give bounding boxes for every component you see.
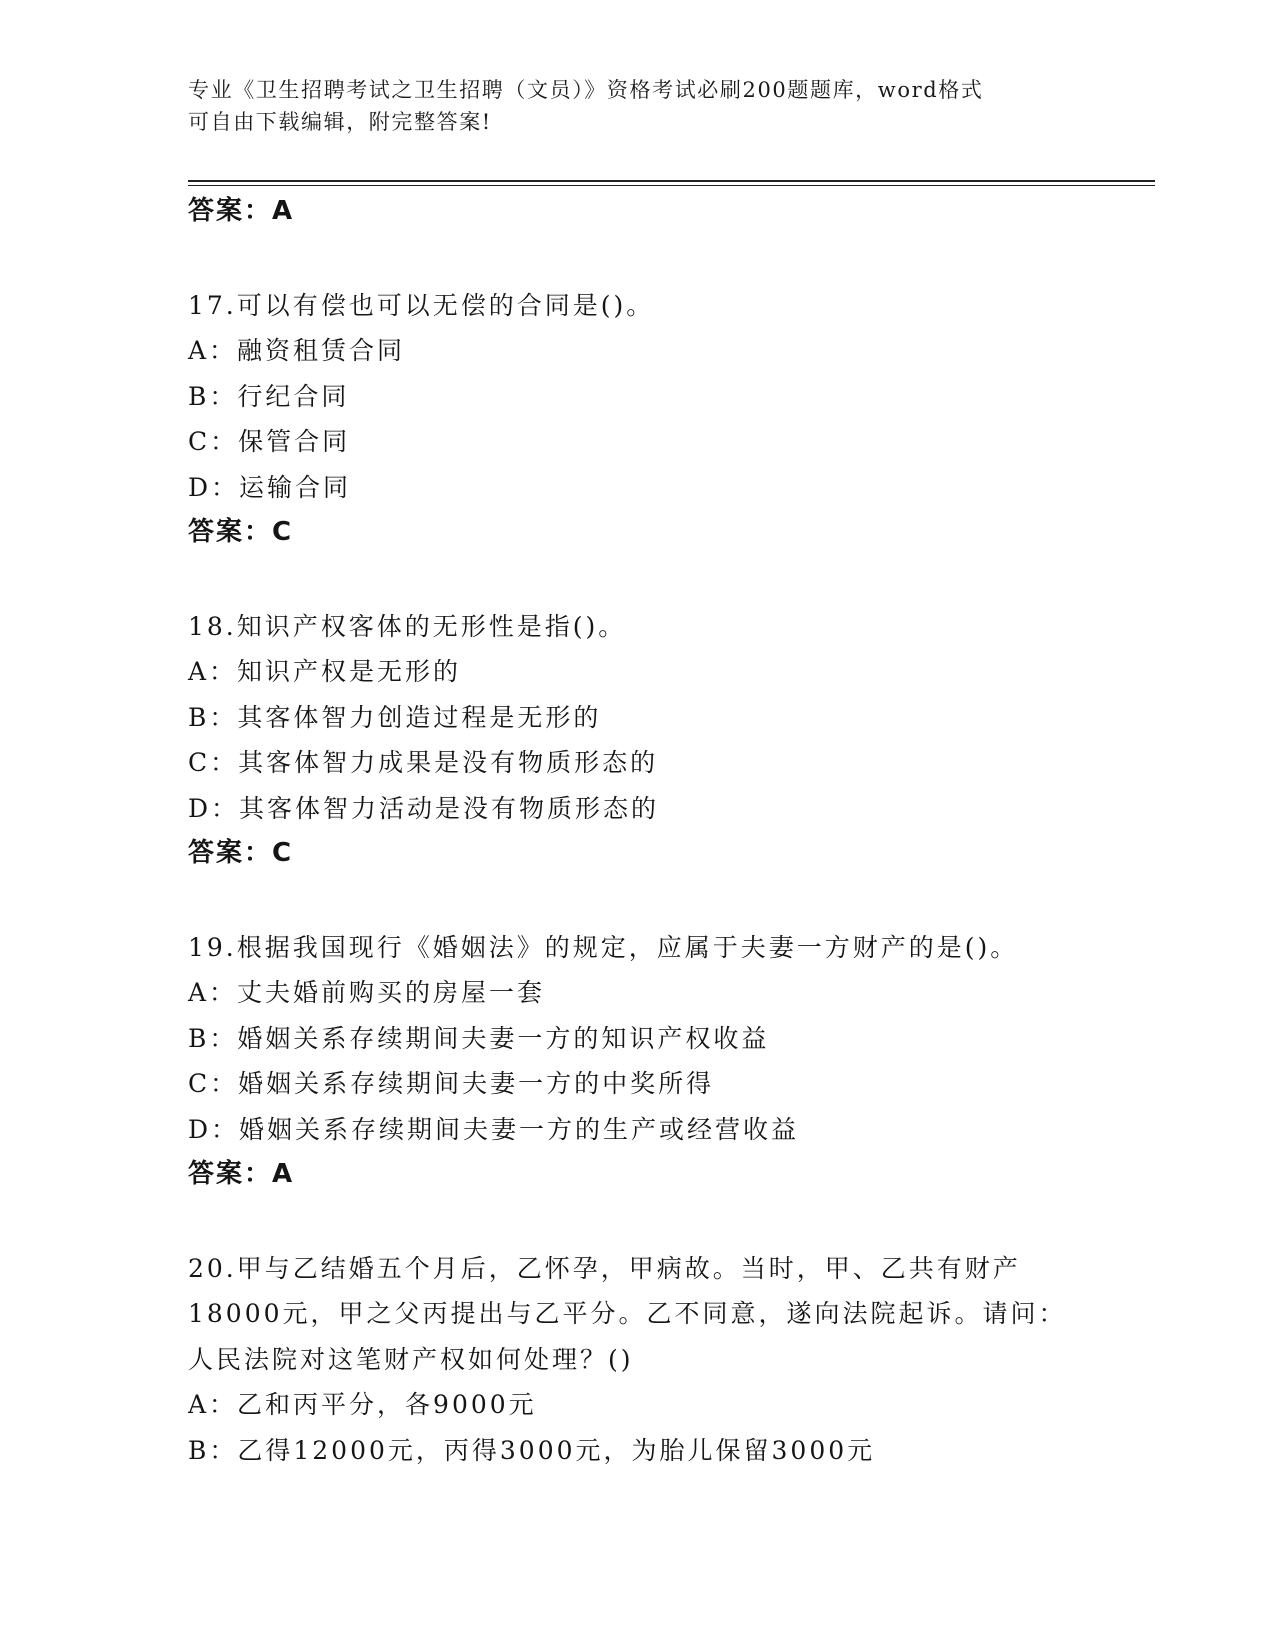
- option-a: A：融资租赁合同: [188, 336, 406, 365]
- option-b: B：乙得12000元，丙得3000元，为胎儿保留3000元: [188, 1435, 876, 1465]
- header-divider-thick: [188, 180, 1155, 182]
- answer: 答案：C: [188, 838, 294, 868]
- option-b: B：行纪合同: [188, 381, 350, 411]
- question-stem: 18.知识产权客体的无形性是指()。: [188, 611, 627, 641]
- spacer: [188, 556, 1148, 598]
- option-c: C：婚姻关系存续期间夫妻一方的中奖所得: [188, 1069, 715, 1098]
- option-a: A：乙和丙平分，各9000元: [188, 1390, 537, 1419]
- option-c: C：其客体智力成果是没有物质形态的: [188, 748, 659, 777]
- question-18: [188, 604, 1148, 877]
- question-stem: 19.根据我国现行《婚姻法》的规定，应属于夫妻一方财产的是()。: [188, 932, 1019, 962]
- option-b: B：婚姻关系存续期间夫妻一方的知识产权收益: [188, 1023, 770, 1053]
- question-stem-line-2: 18000元，甲之父丙提出与乙平分。乙不同意，遂向法院起诉。请问：: [188, 1299, 1067, 1328]
- spacer: [188, 1198, 1148, 1240]
- answer: 答案：A: [188, 1159, 295, 1189]
- option-c: C：保管合同: [188, 427, 351, 456]
- option-d: D：运输合同: [188, 472, 352, 502]
- question-stem-line-1: 20.甲与乙结婚五个月后，乙怀孕，甲病故。当时，甲、乙共有财产: [188, 1253, 1021, 1283]
- option-d: D：婚姻关系存续期间夫妻一方的生产或经营收益: [188, 1114, 800, 1144]
- previous-answer: 答案：A: [188, 196, 295, 226]
- question-list: [188, 189, 1148, 1473]
- question-20: [188, 1246, 1148, 1474]
- question-17: [188, 283, 1148, 556]
- document-header: [188, 74, 1088, 138]
- spacer: [188, 235, 1148, 277]
- option-d: D：其客体智力活动是没有物质形态的: [188, 793, 660, 823]
- answer: 答案：C: [188, 517, 294, 547]
- header-divider-thin: [188, 185, 1155, 186]
- header-title-line-2: 可自由下载编辑，附完整答案!: [188, 110, 492, 134]
- spacer: [188, 877, 1148, 919]
- header-title-line-1: 专业《卫生招聘考试之卫生招聘（文员）》资格考试必刷200题题库，word格式: [188, 78, 984, 102]
- question-stem: 17.可以有偿也可以无偿的合同是()。: [188, 290, 655, 320]
- option-b: B：其客体智力创造过程是无形的: [188, 702, 602, 732]
- option-a: A：丈夫婚前购买的房屋一套: [188, 978, 546, 1007]
- question-19: [188, 925, 1148, 1198]
- question-stem-line-3: 人民法院对这笔财产权如何处理？(): [188, 1344, 634, 1374]
- option-a: A：知识产权是无形的: [188, 657, 462, 686]
